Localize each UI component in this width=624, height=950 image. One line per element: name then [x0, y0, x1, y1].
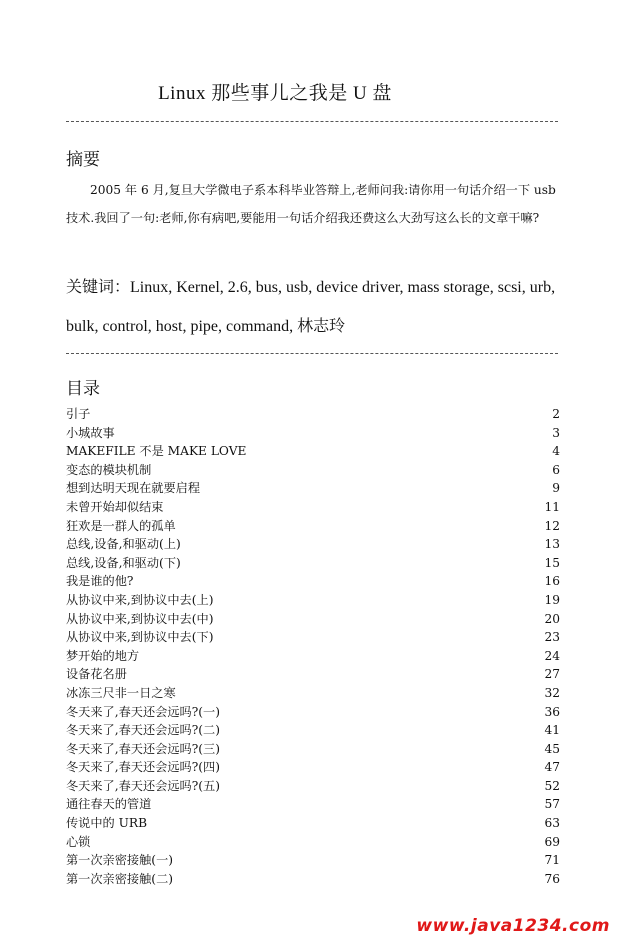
toc-entry-page: 27 — [544, 667, 560, 682]
toc-entry-title: 变态的模块机制 — [66, 462, 152, 477]
toc-entry[interactable] — [66, 461, 562, 480]
toc-entry[interactable] — [66, 758, 562, 777]
toc-entry-page: 69 — [544, 834, 560, 849]
toc-entry-title: 未曾开始却似结束 — [66, 499, 164, 514]
abstract-text: 2005 年 6 月,复旦大学微电子系本科毕业答辩上,老师问我:请你用一句话介绍一下 usb 技术.我回了一句:老师,你有病吧,要能用一句话介绍我还费这么大劲写这么长的文章干嘛? — [66, 183, 556, 225]
toc-entry-title: 从协议中来,到协议中去(上) — [66, 592, 214, 607]
toc-entry-title: 小城故事 — [66, 425, 115, 440]
toc-entry-title: 狂欢是一群人的孤单 — [66, 518, 176, 533]
toc-entry-title: 冰冻三尺非一日之寒 — [66, 685, 176, 700]
toc-entry[interactable] — [66, 814, 562, 833]
toc-entry-page: 32 — [544, 685, 560, 700]
toc-entry[interactable] — [66, 851, 562, 870]
toc-entry-title: 总线,设备,和驱动(上) — [66, 537, 181, 552]
toc-entry-title: 从协议中来,到协议中去(下) — [66, 630, 214, 645]
toc-entry-page: 2 — [552, 407, 560, 421]
document-title: Linux 那些事儿之我是 U 盘 — [158, 83, 392, 104]
keywords-block — [66, 268, 566, 346]
toc-entry[interactable] — [66, 647, 562, 666]
keywords-author: 林志玲 — [297, 316, 346, 335]
toc-entry-title: 第一次亲密接触(二) — [66, 871, 174, 886]
toc-entry[interactable] — [66, 405, 562, 424]
toc-entry[interactable] — [66, 442, 562, 461]
abstract-heading: 摘要 — [66, 150, 100, 170]
toc-entry-page: 41 — [544, 723, 560, 738]
toc-entry[interactable] — [66, 591, 562, 610]
toc-heading: 目录 — [66, 379, 100, 399]
toc-entry-title: 设备花名册 — [66, 667, 127, 682]
toc-entry-title: 冬天来了,春天还会远吗?(三) — [66, 741, 220, 756]
toc-entry-page: 47 — [544, 760, 560, 775]
toc-entry-page: 19 — [544, 592, 560, 607]
toc-entry[interactable] — [66, 554, 562, 573]
toc-entry[interactable] — [66, 479, 562, 498]
toc-entry-title: 我是谁的他? — [66, 574, 134, 589]
toc-entry-page: 4 — [552, 444, 560, 459]
toc-entry-title: 心锁 — [66, 834, 91, 849]
toc-entry-page: 9 — [552, 481, 560, 496]
toc-entry[interactable] — [66, 777, 562, 796]
toc-entry-page: 63 — [544, 816, 560, 831]
toc-entry-title: MAKEFILE 不是 MAKE LOVE — [66, 444, 247, 459]
toc-entry-page: 15 — [544, 555, 560, 570]
toc-entry[interactable] — [66, 498, 562, 517]
toc-entry-page: 71 — [544, 853, 560, 868]
toc-entry-title: 传说中的 URB — [66, 816, 148, 831]
toc-entry-title: 第一次亲密接触(一) — [66, 853, 174, 868]
toc-entry-page: 12 — [544, 518, 560, 533]
toc-entry-title: 总线,设备,和驱动(下) — [66, 555, 181, 570]
toc-entry[interactable] — [66, 535, 562, 554]
toc-entry-title: 冬天来了,春天还会远吗?(一) — [66, 704, 220, 719]
toc-entry[interactable] — [66, 665, 562, 684]
toc-entry-page: 24 — [544, 648, 560, 663]
toc-entry[interactable] — [66, 517, 562, 536]
toc-entry[interactable] — [66, 870, 562, 889]
toc-entry-title: 通往春天的管道 — [66, 797, 152, 812]
toc-entry-page: 57 — [544, 797, 560, 812]
toc-entry-page: 23 — [544, 630, 560, 645]
toc-entry[interactable] — [66, 795, 562, 814]
watermark: www.java1234.com — [416, 916, 610, 936]
toc-entry-title: 引子 — [66, 407, 91, 421]
toc-entry[interactable] — [66, 684, 562, 703]
keywords-text: Linux, Kernel, 2.6, bus, usb, device driver, mass storage, scsi, urb, bulk, control, host, pipe, command, — [66, 279, 556, 335]
toc-entry-page: 20 — [544, 611, 560, 626]
toc-entry[interactable] — [66, 740, 562, 759]
toc-entry-title: 冬天来了,春天还会远吗?(四) — [66, 760, 220, 775]
toc-entry-title: 想到达明天现在就要启程 — [66, 481, 201, 496]
toc-entry-title: 冬天来了,春天还会远吗?(五) — [66, 778, 220, 793]
dashed-divider — [66, 353, 558, 354]
toc-entry[interactable] — [66, 703, 562, 722]
toc-entry-page: 6 — [552, 462, 560, 477]
toc-entry-page: 36 — [544, 704, 560, 719]
toc-entry-title: 冬天来了,春天还会远吗?(二) — [66, 723, 220, 738]
toc-entry-page: 16 — [544, 574, 560, 589]
toc-entry-page: 76 — [544, 871, 560, 886]
toc-entry[interactable] — [66, 424, 562, 443]
toc-entry[interactable] — [66, 721, 562, 740]
toc-entry-title: 梦开始的地方 — [66, 648, 140, 663]
toc-entry[interactable] — [66, 628, 562, 647]
keywords-label: 关键词： — [66, 277, 131, 296]
toc-entry-page: 45 — [544, 741, 560, 756]
dashed-divider — [66, 121, 558, 122]
toc-entry-page: 11 — [544, 499, 560, 514]
table-of-contents — [66, 405, 562, 888]
toc-entry[interactable] — [66, 572, 562, 591]
toc-entry-page: 13 — [544, 537, 560, 552]
toc-entry-page: 3 — [552, 425, 560, 440]
toc-entry-page: 52 — [544, 778, 560, 793]
toc-entry-title: 从协议中来,到协议中去(中) — [66, 611, 214, 626]
toc-entry[interactable] — [66, 610, 562, 629]
toc-entry[interactable] — [66, 833, 562, 852]
